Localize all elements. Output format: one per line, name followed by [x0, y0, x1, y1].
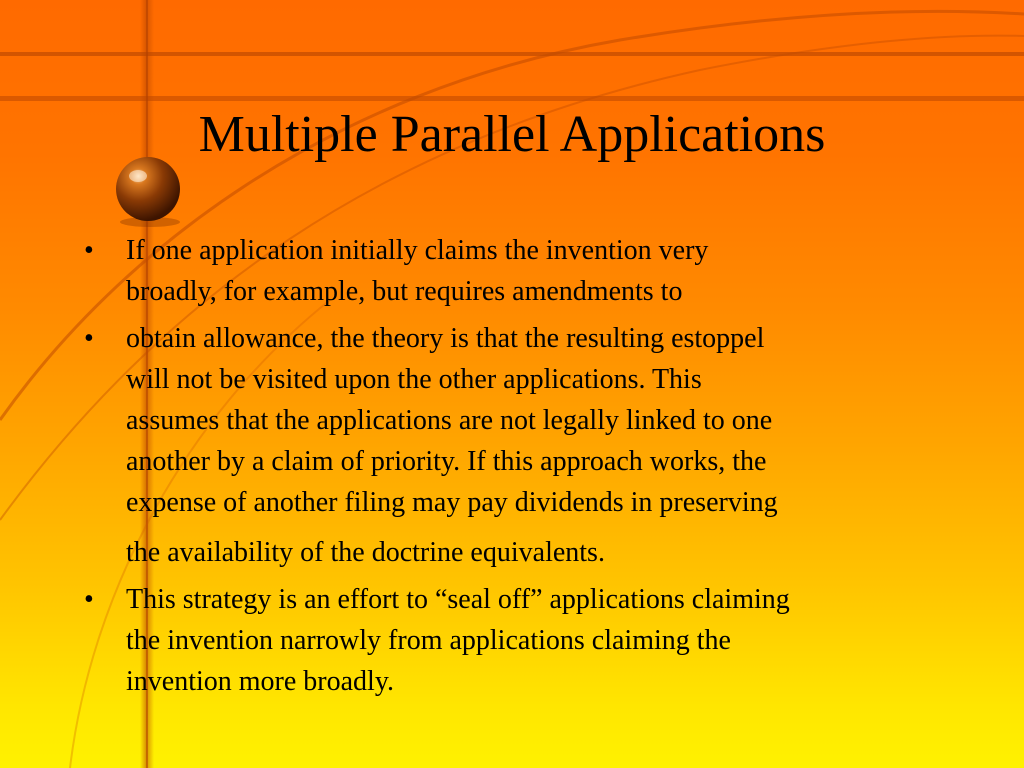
bullet-line: If one application initially claims the invention very [126, 235, 709, 266]
bullet-item [80, 230, 950, 312]
bullet-text [126, 579, 950, 702]
bullet-text [126, 318, 950, 573]
bullet-line: the invention narrowly from applications claiming the [126, 625, 731, 656]
bullet-item [80, 579, 950, 702]
bullet-line: the availability of the doctrine equivalents. [126, 537, 605, 568]
bullet-text [126, 230, 950, 312]
slide-title: Multiple Parallel Applications [198, 106, 826, 163]
bullet-line: invention more broadly. [126, 666, 395, 697]
bullet-item [80, 318, 950, 573]
bullet-line: expense of another filing may pay dividends in preserving [126, 487, 778, 518]
bullet-line: will not be visited upon the other applications. This [126, 364, 702, 395]
bullet-dot: • [84, 323, 94, 354]
bullet-line: broadly, for example, but requires amendments to [126, 276, 683, 307]
bullet-dot: • [84, 584, 94, 615]
bullet-line: obtain allowance, the theory is that the resulting estoppel [126, 323, 765, 354]
bullet-list [80, 230, 950, 708]
bullet-dot: • [84, 235, 94, 266]
bullet-line: another by a claim of priority. If this approach works, the [126, 446, 767, 477]
bullet-line: This strategy is an effort to “seal off” applications claiming [126, 584, 790, 615]
bullet-line: assumes that the applications are not legally linked to one [126, 405, 773, 436]
